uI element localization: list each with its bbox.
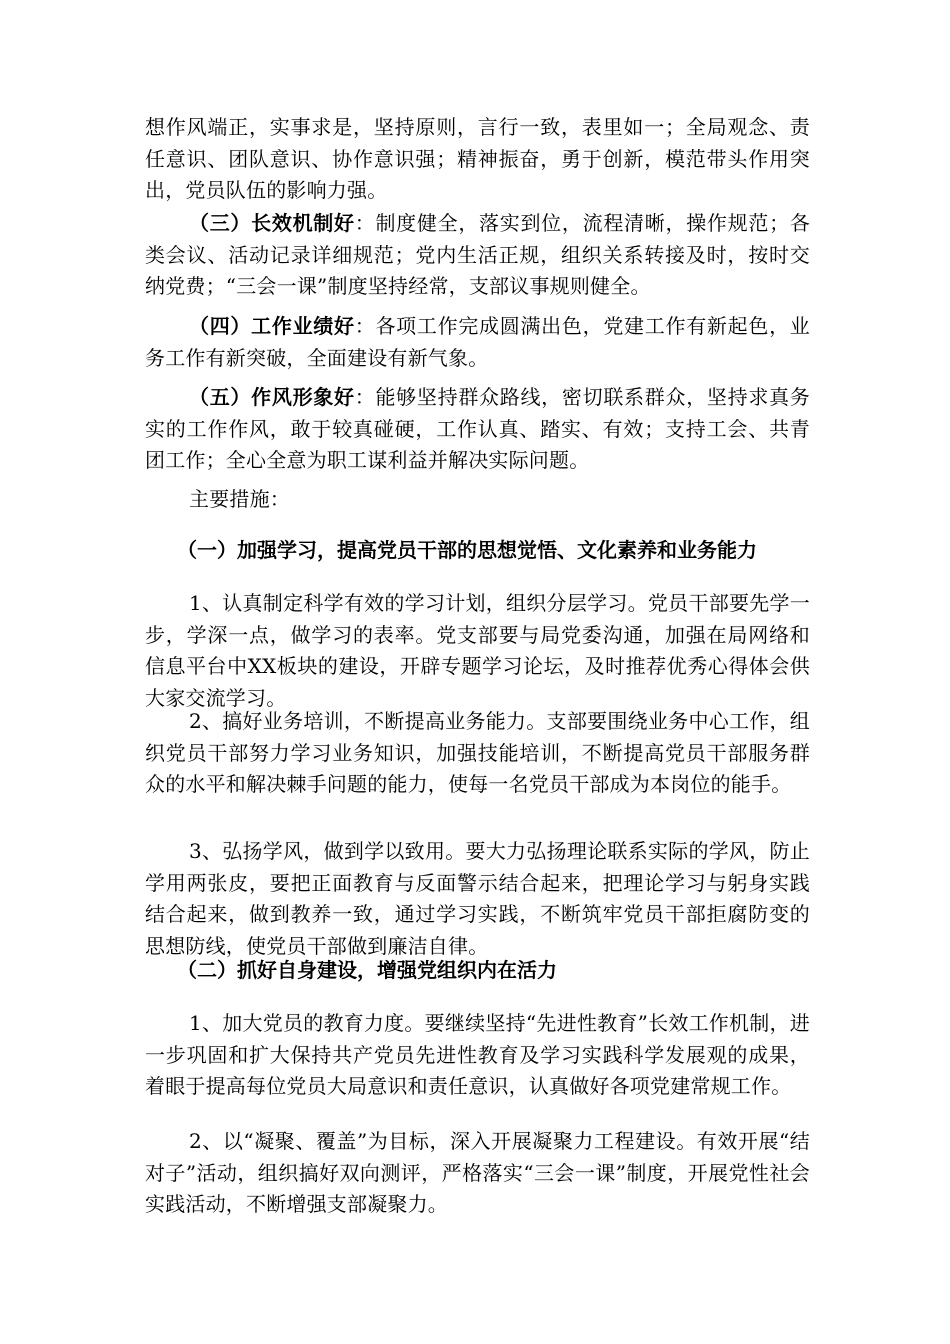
paragraph-label: （四）工作业绩好 <box>189 314 355 338</box>
paragraph-text: ：各项工作完成圆满出色，党建工作有新起色，业务工作有新突破，全面建设有新气象。 <box>145 314 810 370</box>
paragraph-text: 主要措施： <box>189 487 290 511</box>
paragraph-text: 1、加大党员的教育力度。要继续坚持“先进性教育”长效工作机制，进一步巩固和扩大保持共产党员先进性教育及学习实践科学发展观的成果，着眼于提高每位党员大局意识和责任意识，认真做好各项党建常规工作。 <box>145 1011 810 1098</box>
paragraph-long-term-mechanism <box>145 208 810 303</box>
paragraph-text: 1、认真制定科学有效的学习计划，组织分层学习。党员干部要先学一步，学深一点，做学习的表率。党支部要与局党委沟通，加强在局网络和信息平台中XX板块的建设，开辟专题学习论坛，及时推荐优秀心得体会供大家交流学习。 <box>145 591 810 710</box>
paragraph-business-training <box>145 706 810 801</box>
paragraph-continuation <box>145 112 810 207</box>
paragraph-work-style <box>145 382 810 477</box>
paragraph-member-education <box>145 1008 810 1103</box>
paragraph-text: 2、以“凝聚、覆盖”为目标，深入开展凝聚力工程建设。有效开展“结对子”活动，组织搞好双向测评，严格落实“三会一课”制度，开展党性社会实践活动，不断增强支部凝聚力。 <box>145 1129 810 1216</box>
section-heading-self-building: （二）抓好自身建设，增强党组织内在活力 <box>177 958 557 982</box>
section-heading-study: （一）加强学习，提高党员干部的思想觉悟、文化素养和业务能力 <box>177 538 757 562</box>
paragraph-text: ：制度健全，落实到位，流程清晰，操作规范；各类会议、活动记录详细规范；党内生活正规，组织关系转接及时，按时交纳党费；“三会一课”制度坚持经常，支部议事规则健全。 <box>145 211 810 298</box>
paragraph-main-measures <box>145 484 810 516</box>
paragraph-label: （五）作风形象好 <box>189 385 355 409</box>
paragraph-text: 想作风端正，实事求是，坚持原则，言行一致，表里如一；全局观念、责任意识、团队意识、协作意识强；精神振奋，勇于创新，模范带头作用突出，党员队伍的影响力强。 <box>145 115 810 202</box>
paragraph-text: 3、弘扬学风，做到学以致用。要大力弘扬理论联系实际的学风，防止学用两张皮，要把正面教育与反面警示结合起来，把理论学习与躬身实践结合起来，做到教养一致，通过学习实践，不断筑牢党员干部拒腐防变的思想防线，使党员干部做到廉洁自律。 <box>145 839 810 958</box>
paragraph-study-style <box>145 836 810 962</box>
paragraph-work-performance <box>145 311 810 374</box>
paragraph-text: ：能够坚持群众路线，密切联系群众，坚持求真务实的工作作风，敢于较真碰硬，工作认真、踏实、有效；支持工会、共青团工作；全心全意为职工谋利益并解决实际问题。 <box>145 385 810 472</box>
paragraph-study-plan <box>145 588 810 714</box>
paragraph-label: （三）长效机制好 <box>189 211 355 235</box>
paragraph-text: 2、搞好业务培训，不断提高业务能力。支部要围绕业务中心工作，组织党员干部努力学习业务知识，加强技能培训，不断提高党员干部服务群众的水平和解决棘手问题的能力，使每一名党员干部成为本岗位的能手。 <box>145 709 810 796</box>
paragraph-cohesion <box>145 1126 810 1221</box>
